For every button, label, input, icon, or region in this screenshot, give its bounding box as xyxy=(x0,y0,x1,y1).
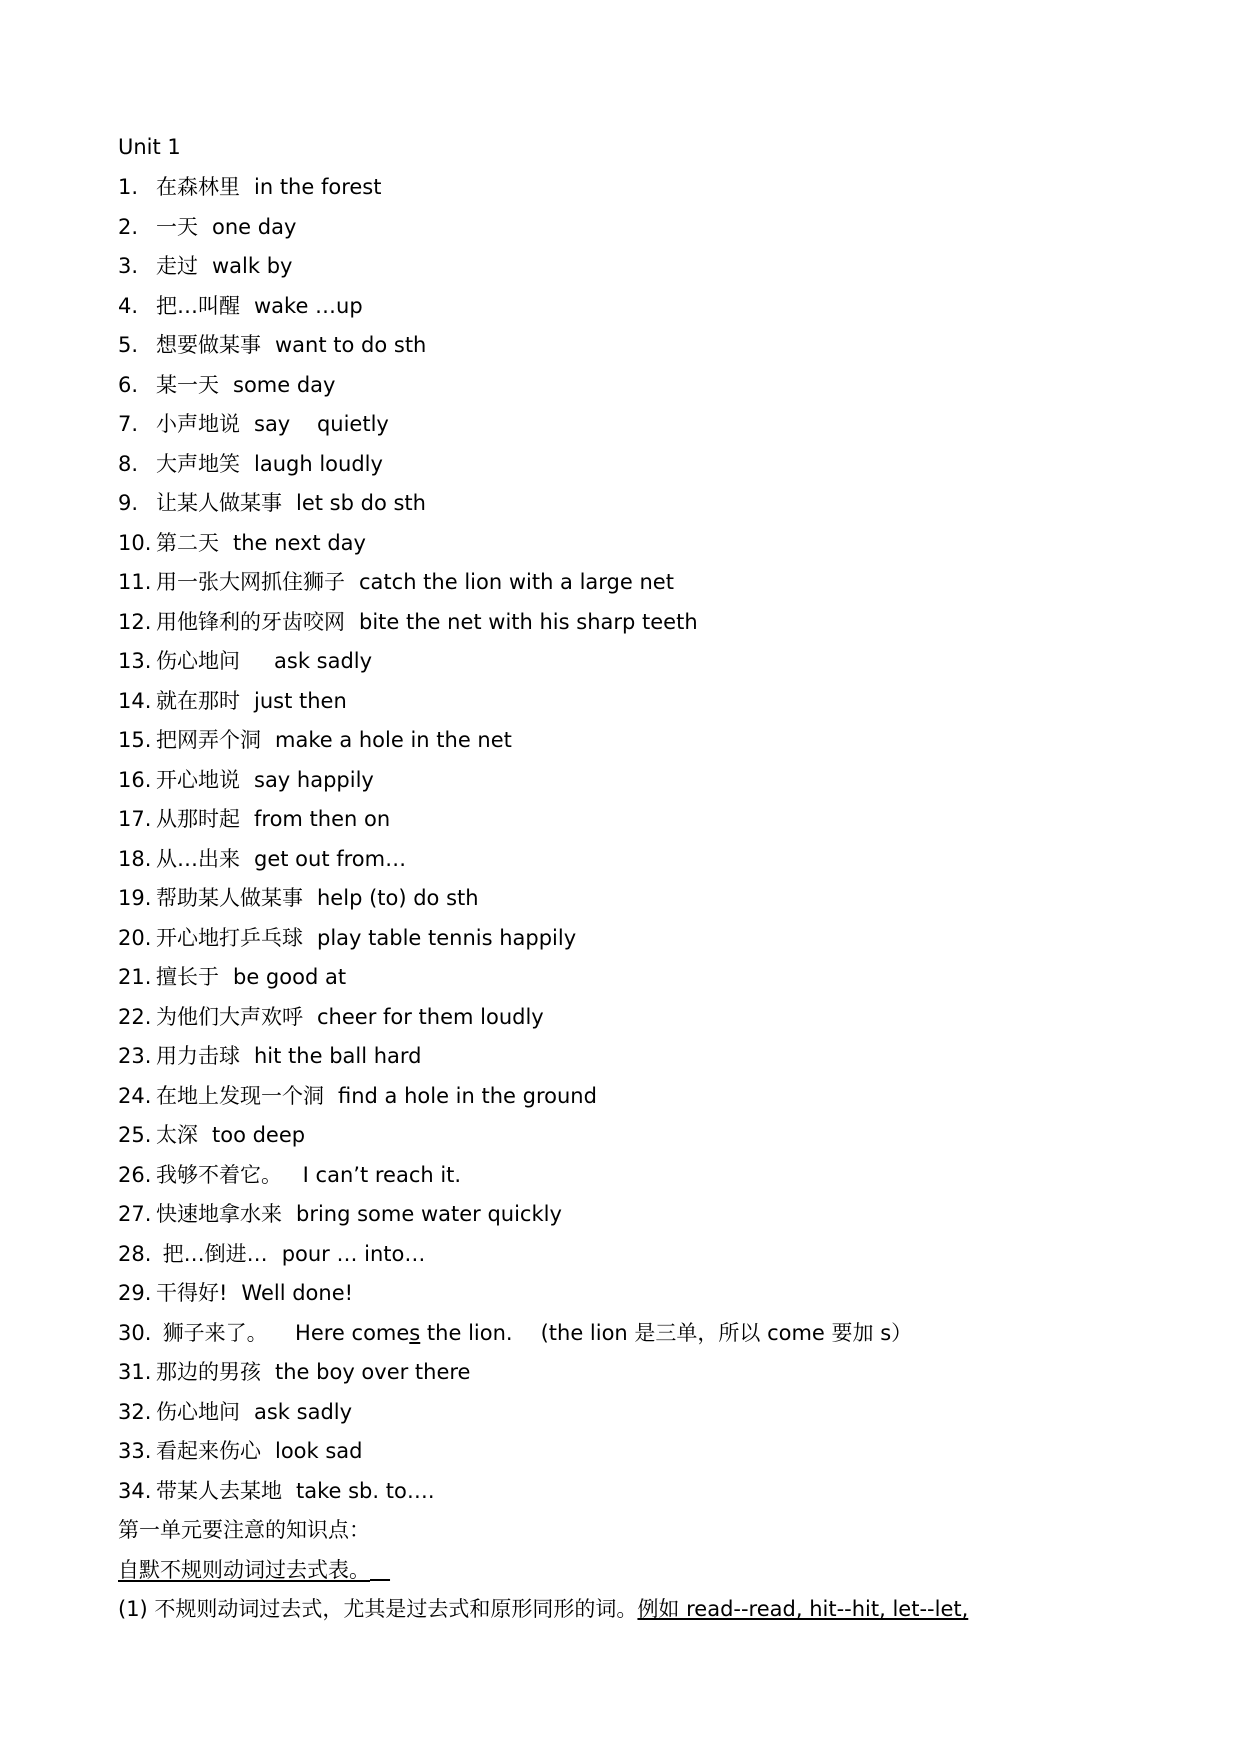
list-item xyxy=(118,879,1138,919)
item-number: 16. xyxy=(118,767,152,792)
notes-heading: 第一单元要注意的知识点： xyxy=(118,1518,370,1542)
list-item xyxy=(118,326,1138,366)
list-item xyxy=(118,1274,1138,1314)
item-chinese: 我够不着它。 xyxy=(156,1162,282,1187)
item-english: help (to) do sth xyxy=(317,886,479,910)
item-english: one day xyxy=(212,214,297,239)
item-english-underlined: s xyxy=(409,1320,421,1345)
list-item xyxy=(118,168,1138,208)
item-chinese: 从…出来 xyxy=(156,846,240,871)
item-number: 6. xyxy=(118,372,139,397)
item-chinese: 狮子来了。 xyxy=(162,1320,268,1345)
item-number: 32. xyxy=(118,1399,152,1424)
item-number: 18. xyxy=(118,846,152,871)
item-number: 9. xyxy=(118,491,139,515)
item-number: 14. xyxy=(118,688,152,713)
item-number: 1. xyxy=(118,175,139,199)
item-english: wake …up xyxy=(254,293,363,318)
item-chinese: 小声地说 xyxy=(156,412,240,436)
item-english: laugh loudly xyxy=(254,451,383,476)
item-chinese: 某一天 xyxy=(156,372,219,397)
item-english: some day xyxy=(233,372,336,397)
item-english: make a hole in the net xyxy=(275,728,512,752)
item-english: say happily xyxy=(254,767,374,792)
item-chinese: 擅长于 xyxy=(156,965,219,989)
item-chinese: 一天 xyxy=(156,214,198,239)
item-number: 22. xyxy=(118,1004,152,1029)
item-chinese: 快速地拿水来 xyxy=(156,1202,282,1226)
item-number: 8. xyxy=(118,451,139,476)
list-item xyxy=(118,208,1138,248)
item-note: (the lion 是三单，所以 come 要加 s） xyxy=(540,1320,913,1345)
item-chinese: 就在那时 xyxy=(156,688,240,713)
list-item xyxy=(118,1314,1138,1354)
item-number: 26. xyxy=(118,1162,152,1187)
list-item xyxy=(118,800,1138,840)
item-english: the boy over there xyxy=(275,1360,471,1384)
point-1 xyxy=(118,1590,1138,1630)
item-number: 19. xyxy=(118,886,152,910)
list-item xyxy=(118,721,1138,761)
item-english: say quietly xyxy=(254,412,389,436)
item-chinese: 想要做某事 xyxy=(156,333,261,357)
list-item xyxy=(118,958,1138,998)
item-number: 24. xyxy=(118,1083,152,1108)
list-item xyxy=(118,1353,1138,1393)
item-chinese: 开心地说 xyxy=(156,767,240,792)
list-item xyxy=(118,563,1138,603)
item-english-pre: Here come xyxy=(281,1320,410,1345)
item-english: bring some water quickly xyxy=(296,1202,562,1226)
list-item xyxy=(118,919,1138,959)
list-item xyxy=(118,1116,1138,1156)
item-chinese: 伤心地问 xyxy=(156,1399,240,1424)
item-number: 4. xyxy=(118,293,139,318)
item-chinese: 带某人去某地 xyxy=(156,1478,282,1503)
item-english: play table tennis happily xyxy=(317,925,577,950)
item-chinese: 从那时起 xyxy=(156,807,240,831)
item-english: in the forest xyxy=(254,175,382,199)
item-english: walk by xyxy=(212,254,293,278)
item-number: 34. xyxy=(118,1478,152,1503)
list-item xyxy=(118,1156,1138,1196)
list-item xyxy=(118,682,1138,722)
list-item xyxy=(118,287,1138,327)
point-text: 不规则动词过去式，尤其是过去式和原形同形的词。 xyxy=(147,1597,638,1621)
item-english: just then xyxy=(254,688,347,713)
item-number: 15. xyxy=(118,728,152,752)
item-number: 3. xyxy=(118,254,139,278)
list-item xyxy=(118,366,1138,406)
list-item xyxy=(118,1037,1138,1077)
item-chinese: 用力击球 xyxy=(156,1044,240,1068)
item-number: 30. xyxy=(118,1320,152,1345)
item-english: catch the lion with a large net xyxy=(359,570,674,594)
list-item xyxy=(118,1195,1138,1235)
item-english: too deep xyxy=(212,1123,306,1147)
item-english-post: the lion. xyxy=(420,1320,513,1345)
item-chinese: 让某人做某事 xyxy=(156,491,282,515)
item-chinese: 伤心地问 xyxy=(156,649,240,673)
item-chinese: 用他锋利的牙齿咬网 xyxy=(156,609,345,634)
list-item xyxy=(118,445,1138,485)
item-english: pour … into… xyxy=(281,1241,426,1266)
unit-title: Unit 1 xyxy=(118,135,181,159)
item-english: the next day xyxy=(233,530,366,555)
list-item xyxy=(118,1472,1138,1512)
item-number: 17. xyxy=(118,807,152,831)
item-number: 5. xyxy=(118,333,139,357)
item-number: 7. xyxy=(118,412,139,436)
list-item xyxy=(118,840,1138,880)
list-item xyxy=(118,524,1138,564)
item-english: Well done! xyxy=(241,1281,354,1305)
item-english: want to do sth xyxy=(275,333,427,357)
phrase-list-continued xyxy=(118,1353,1138,1511)
item-number: 31. xyxy=(118,1360,152,1384)
item-english: find a hole in the ground xyxy=(338,1083,597,1108)
item-number: 33. xyxy=(118,1439,152,1463)
point-label: (1) xyxy=(118,1597,148,1621)
item-english: look sad xyxy=(275,1439,363,1463)
item-english: take sb. to…. xyxy=(296,1478,435,1503)
item-chinese: 帮助某人做某事 xyxy=(156,886,303,910)
item-number: 2. xyxy=(118,214,139,239)
document-content xyxy=(118,126,1138,1630)
item-chinese: 用一张大网抓住狮子 xyxy=(156,570,345,594)
item-number: 28. xyxy=(118,1241,152,1266)
phrase-list xyxy=(118,168,1138,1314)
item-number: 12. xyxy=(118,609,152,634)
item-chinese: 太深 xyxy=(156,1123,198,1147)
item-english: ask sadly xyxy=(254,1399,353,1424)
item-chinese: 那边的男孩 xyxy=(156,1360,261,1384)
item-number: 21. xyxy=(118,965,152,989)
item-english: hit the ball hard xyxy=(254,1044,422,1068)
item-chinese: 走过 xyxy=(156,254,198,278)
list-item xyxy=(118,603,1138,643)
item-chinese: 把网弄个洞 xyxy=(156,728,261,752)
list-item xyxy=(118,1432,1138,1472)
item-english: from then on xyxy=(254,807,391,831)
irregular-heading-text: 自默不规则动词过去式表。 xyxy=(118,1557,370,1582)
item-chinese: 把…倒进… xyxy=(156,1241,268,1266)
item-english: ask sadly xyxy=(254,649,373,673)
item-chinese: 第二天 xyxy=(156,530,219,555)
item-english: bite the net with his sharp teeth xyxy=(359,609,698,634)
item-number: 27. xyxy=(118,1202,152,1226)
item-chinese: 开心地打乒乓球 xyxy=(156,925,303,950)
list-item xyxy=(118,1235,1138,1275)
list-item xyxy=(118,998,1138,1038)
item-number: 11. xyxy=(118,570,152,594)
item-chinese: 在森林里 xyxy=(156,175,240,199)
list-item xyxy=(118,1077,1138,1117)
item-number: 20. xyxy=(118,925,152,950)
list-item xyxy=(118,1393,1138,1433)
item-chinese: 把…叫醒 xyxy=(156,293,240,318)
item-chinese: 干得好! xyxy=(156,1281,228,1305)
item-english: be good at xyxy=(233,965,347,989)
item-english: let sb do sth xyxy=(296,491,426,515)
item-number: 25. xyxy=(118,1123,152,1147)
item-english: get out from… xyxy=(254,846,407,871)
item-english: cheer for them loudly xyxy=(317,1004,544,1029)
item-number: 29. xyxy=(118,1281,152,1305)
item-chinese: 看起来伤心 xyxy=(156,1439,261,1463)
irregular-heading xyxy=(118,1551,1138,1591)
item-number: 13. xyxy=(118,649,152,673)
item-chinese: 大声地笑 xyxy=(156,451,240,476)
list-item xyxy=(118,405,1138,445)
point-example: 例如 read--read, hit--hit, let--let, xyxy=(637,1597,969,1621)
list-item xyxy=(118,484,1138,524)
item-number: 23. xyxy=(118,1044,152,1068)
item-chinese: 为他们大声欢呼 xyxy=(156,1004,303,1029)
list-item xyxy=(118,642,1138,682)
item-english: I can’t reach it. xyxy=(296,1162,462,1187)
item-number: 10. xyxy=(118,530,152,555)
item-chinese: 在地上发现一个洞 xyxy=(156,1083,324,1108)
list-item xyxy=(118,247,1138,287)
list-item xyxy=(118,761,1138,801)
